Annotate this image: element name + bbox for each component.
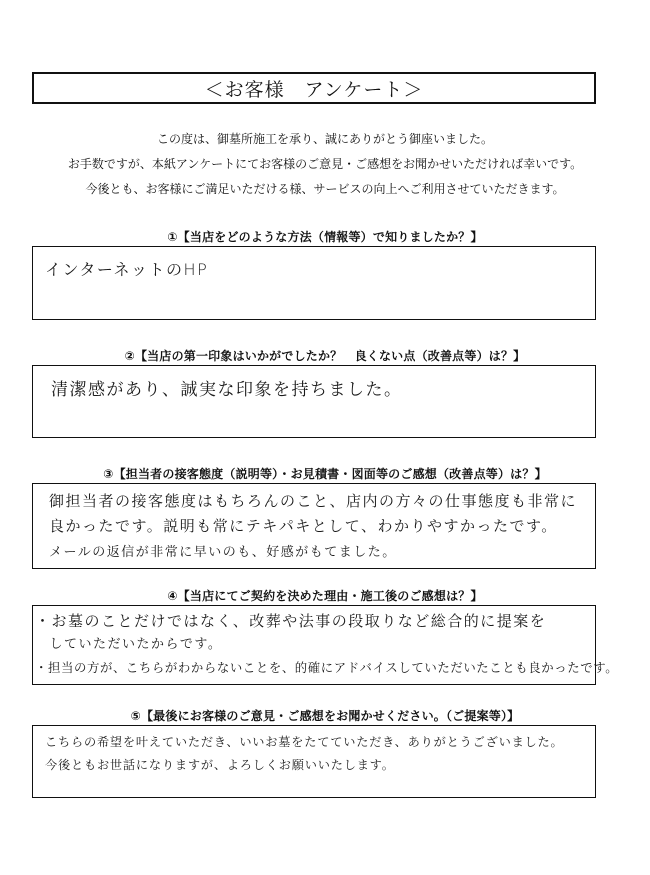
survey-title-box xyxy=(32,72,596,104)
answer-1-line-1: インターネットのHP xyxy=(45,260,209,279)
question-5-title: ⑤【最後にお客様のご意見・ご感想をお聞かせください。（ご提案等）】 xyxy=(130,709,520,723)
intro-line-2: お手数ですが、本紙アンケートにてお客様のご意見・ご感想をお聞かせいただければ幸いです。 xyxy=(67,157,583,171)
survey-title: ＜お客様 アンケート＞ xyxy=(204,78,424,101)
intro-line-3: 今後とも、お客様にご満足いただける様、サービスの向上へご利用させていただきます。 xyxy=(85,182,565,196)
answer-5-line-2: 今後ともお世話になりますが、よろしくお願いいたします。 xyxy=(45,758,395,772)
answer-4-box xyxy=(32,605,619,685)
answer-2-box xyxy=(32,365,596,438)
answer-4-line-2: していただいたからです。 xyxy=(35,637,223,652)
question-3-title: ③【担当者の接客態度（説明等）・お見積書・図面等のご感想（改善点等）は？】 xyxy=(103,467,547,481)
intro-line-1: この度は、御墓所施工を承り、誠にありがとう御座いました。 xyxy=(156,132,493,146)
answer-4-line-3: ・担当の方が、こちらがわからないことを、的確にアドバイスしていただいたことも良かったです。 xyxy=(35,660,619,675)
answer-3-line-3: メールの返信が非常に早いのも、好感がもてました。 xyxy=(49,545,397,560)
answer-4-line-1: ・お墓のことだけではなく、改葬や法事の段取りなど総合的に提案を xyxy=(35,612,547,630)
answer-3-box xyxy=(32,483,596,569)
answer-3-line-2: 良かったです。説明も常にテキパキとして、わかりやすかったです。 xyxy=(49,517,558,535)
answer-5-line-1: こちらの希望を叶えていただき、いいお墓をたてていただき、ありがとうございました。 xyxy=(45,735,564,749)
question-1-title: ①【当店をどのような方法（情報等）で知りましたか？】 xyxy=(167,230,483,244)
answer-1-box xyxy=(32,246,596,320)
answer-2-line-1: 清潔感があり、誠実な印象を持ちました。 xyxy=(51,380,403,400)
question-4-title: ④【当店にてご契約を決めた理由・施工後のご感想は？】 xyxy=(167,589,483,603)
answer-3-line-1: 御担当者の接客態度はもちろんのこと、店内の方々の仕事態度も非常に xyxy=(49,492,578,510)
question-2-title: ②【当店の第一印象はいかがでしたか？ 良くない点（改善点等）は？】 xyxy=(124,349,526,363)
answer-5-box xyxy=(32,725,596,798)
